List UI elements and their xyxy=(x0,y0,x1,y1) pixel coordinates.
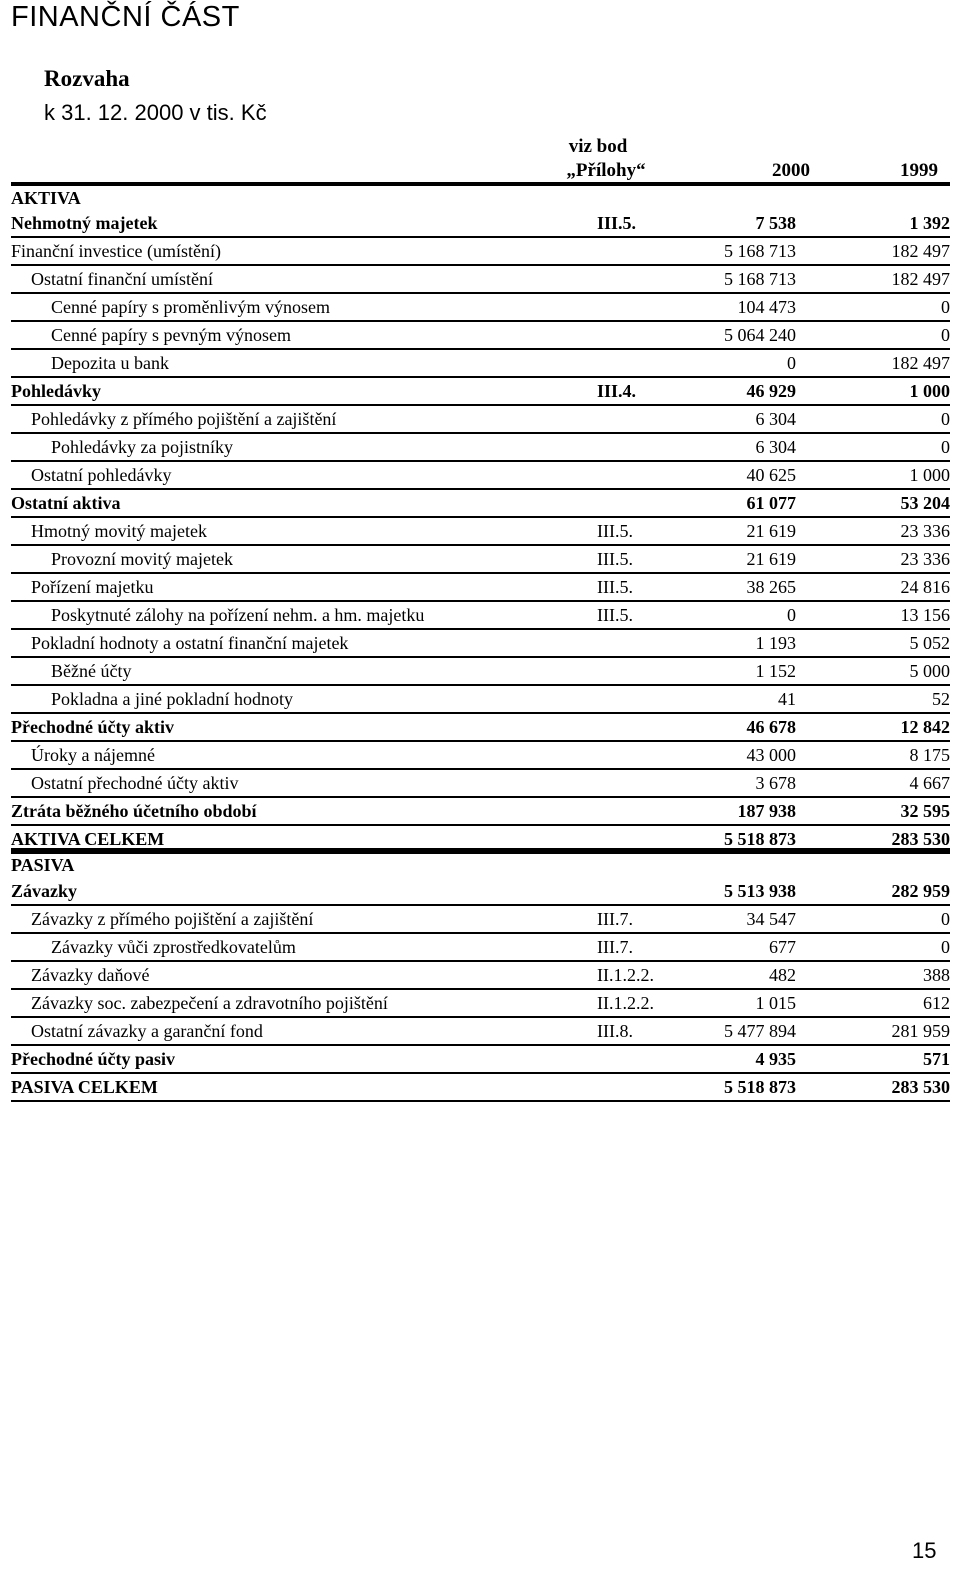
row-value-1999: 281 959 xyxy=(891,1021,950,1041)
row-value-2000: 5 518 873 xyxy=(724,829,796,849)
row-label: Ostatní aktiva xyxy=(11,493,121,513)
row-value-2000: 1 152 xyxy=(755,661,796,681)
column-header-note-line2: „Přílohy“ xyxy=(566,160,646,181)
column-header-2000: 2000 xyxy=(772,160,810,181)
table-row xyxy=(11,906,950,934)
row-value-2000: 41 xyxy=(778,689,796,709)
row-label: Poskytnuté zálohy na pořízení nehm. a hm. majetku xyxy=(51,605,425,625)
row-value-1999: 388 xyxy=(923,965,950,985)
table-row xyxy=(11,294,950,322)
row-value-1999: 0 xyxy=(941,325,950,345)
table-row xyxy=(11,962,950,990)
row-value-1999: 612 xyxy=(923,993,950,1013)
table-row xyxy=(11,322,950,350)
row-value-2000: 5 513 938 xyxy=(724,881,796,901)
table-row xyxy=(11,934,950,962)
row-value-2000: 61 077 xyxy=(746,493,796,513)
table-row xyxy=(11,630,950,658)
row-label: Závazky z přímého pojištění a zajištění xyxy=(31,909,314,929)
aktiva-table xyxy=(11,182,950,854)
row-label: Závazky xyxy=(11,881,78,901)
row-value-1999: 8 175 xyxy=(909,745,950,765)
row-note-ref: III.7. xyxy=(597,909,633,929)
row-note-ref: III.5. xyxy=(597,577,633,597)
row-value-1999: 1 392 xyxy=(909,213,950,233)
row-value-1999: 1 000 xyxy=(909,465,950,485)
row-value-1999: 5 000 xyxy=(909,661,950,681)
row-value-2000: 5 064 240 xyxy=(724,325,796,345)
row-value-2000: 0 xyxy=(787,353,796,373)
row-value-2000: 46 929 xyxy=(746,381,796,401)
row-value-1999: 283 530 xyxy=(891,1077,950,1097)
row-note-ref: III.5. xyxy=(597,605,633,625)
row-label: Nehmotný majetek xyxy=(11,213,158,233)
row-value-1999: 53 204 xyxy=(900,493,950,513)
pasiva-table xyxy=(11,848,950,1102)
row-value-1999: 23 336 xyxy=(900,521,950,541)
row-value-1999: 0 xyxy=(941,909,950,929)
table-row xyxy=(11,518,950,546)
table-row xyxy=(11,350,950,378)
row-value-2000: 6 304 xyxy=(755,409,796,429)
row-label: Přechodné účty pasiv xyxy=(11,1049,175,1069)
row-label: Cenné papíry s pevným výnosem xyxy=(51,325,291,345)
row-note-ref: III.5. xyxy=(597,213,637,233)
row-value-1999: 182 497 xyxy=(891,353,950,373)
row-value-1999: 52 xyxy=(932,689,950,709)
table-row xyxy=(11,546,950,574)
section-date: k 31. 12. 2000 v tis. Kč xyxy=(44,100,267,125)
table-row xyxy=(11,378,950,406)
row-label: Závazky soc. zabezpečení a zdravotního pojištění xyxy=(31,993,388,1013)
row-value-1999: 13 156 xyxy=(900,605,950,625)
table-row xyxy=(11,406,950,434)
row-value-2000: 5 168 713 xyxy=(724,269,796,289)
row-value-2000: 40 625 xyxy=(746,465,796,485)
row-value-2000: 38 265 xyxy=(746,577,796,597)
row-note-ref: III.8. xyxy=(597,1021,633,1041)
table-row xyxy=(11,658,950,686)
row-value-2000: 0 xyxy=(787,605,796,625)
column-header-1999: 1999 xyxy=(900,160,938,181)
row-value-1999: 4 667 xyxy=(909,773,950,793)
table-row xyxy=(11,210,950,238)
row-note-ref: II.1.2.2. xyxy=(597,993,654,1013)
row-label: Ostatní finanční umístění xyxy=(31,269,213,289)
row-value-2000: 5 477 894 xyxy=(724,1021,796,1041)
row-value-2000: 3 678 xyxy=(755,773,796,793)
row-note-ref: III.5. xyxy=(597,549,633,569)
row-value-1999: 32 595 xyxy=(900,801,950,821)
row-label: Depozita u bank xyxy=(51,353,169,373)
row-label: Úroky a nájemné xyxy=(31,745,155,765)
aktiva-heading: AKTIVA xyxy=(11,188,81,208)
row-value-1999: 282 959 xyxy=(891,881,950,901)
row-label: Finanční investice (umístění) xyxy=(11,241,221,261)
row-label: Pohledávky xyxy=(11,381,102,401)
pasiva-heading: PASIVA xyxy=(11,855,75,875)
table-row xyxy=(11,686,950,714)
row-value-2000: 5 168 713 xyxy=(724,241,796,261)
row-label: Cenné papíry s proměnlivým výnosem xyxy=(51,297,330,317)
table-row xyxy=(11,1074,950,1102)
table-row xyxy=(11,434,950,462)
table-row xyxy=(11,574,950,602)
column-header-note-line1: viz bod xyxy=(568,136,628,157)
row-value-1999: 0 xyxy=(941,409,950,429)
row-value-1999: 283 530 xyxy=(891,829,950,849)
row-value-2000: 21 619 xyxy=(746,549,796,569)
row-value-1999: 12 842 xyxy=(900,717,950,737)
row-value-1999: 24 816 xyxy=(900,577,950,597)
row-value-1999: 182 497 xyxy=(891,269,950,289)
row-value-1999: 0 xyxy=(941,297,950,317)
table-row xyxy=(11,990,950,1018)
row-value-2000: 677 xyxy=(769,937,796,957)
table-row xyxy=(11,714,950,742)
row-value-2000: 7 538 xyxy=(755,213,796,233)
table-row xyxy=(11,770,950,798)
row-label: Provozní movitý majetek xyxy=(51,549,233,569)
row-value-2000: 5 518 873 xyxy=(724,1077,796,1097)
table-row xyxy=(11,462,950,490)
row-label: Pohledávky za pojistníky xyxy=(51,437,233,457)
row-value-1999: 0 xyxy=(941,937,950,957)
row-label: Ostatní přechodné účty aktiv xyxy=(31,773,239,793)
row-note-ref: III.4. xyxy=(597,381,637,401)
row-value-1999: 182 497 xyxy=(891,241,950,261)
aktiva-heading-row xyxy=(11,186,950,210)
row-label: Pořízení majetku xyxy=(31,577,154,597)
pasiva-heading-row xyxy=(11,852,950,878)
row-value-1999: 5 052 xyxy=(909,633,950,653)
row-label: Ostatní pohledávky xyxy=(31,465,172,485)
row-value-2000: 21 619 xyxy=(746,521,796,541)
page-title: FINANČNÍ ČÁST xyxy=(11,1,240,33)
table-row xyxy=(11,1018,950,1046)
row-label: Přechodné účty aktiv xyxy=(11,717,174,737)
table-row xyxy=(11,238,950,266)
row-label: PASIVA CELKEM xyxy=(11,1077,158,1097)
row-note-ref: III.7. xyxy=(597,937,633,957)
row-value-1999: 571 xyxy=(923,1049,950,1069)
row-label: Ostatní závazky a garanční fond xyxy=(31,1021,263,1041)
table-row xyxy=(11,742,950,770)
table-row xyxy=(11,602,950,630)
row-label: Závazky daňové xyxy=(31,965,150,985)
row-note-ref: III.5. xyxy=(597,521,633,541)
row-value-1999: 1 000 xyxy=(909,381,950,401)
row-value-2000: 6 304 xyxy=(755,437,796,457)
row-value-2000: 482 xyxy=(769,965,796,985)
table-row xyxy=(11,878,950,906)
row-value-1999: 23 336 xyxy=(900,549,950,569)
row-value-2000: 34 547 xyxy=(746,909,796,929)
row-label: Hmotný movitý majetek xyxy=(31,521,207,541)
table-row xyxy=(11,1046,950,1074)
row-label: Závazky vůči zprostředkovatelům xyxy=(51,937,296,957)
section-title: Rozvaha xyxy=(44,66,130,91)
row-value-2000: 46 678 xyxy=(746,717,796,737)
row-value-1999: 0 xyxy=(941,437,950,457)
row-value-2000: 4 935 xyxy=(755,1049,796,1069)
table-row xyxy=(11,266,950,294)
row-label: Pohledávky z přímého pojištění a zajištění xyxy=(31,409,337,429)
row-label: Pokladna a jiné pokladní hodnoty xyxy=(51,689,293,709)
row-value-2000: 104 473 xyxy=(737,297,796,317)
page-number: 15 xyxy=(912,1538,937,1563)
row-label: Běžné účty xyxy=(51,661,132,681)
row-label: Ztráta běžného účetního období xyxy=(11,801,257,821)
row-value-2000: 1 015 xyxy=(755,993,796,1013)
table-row xyxy=(11,798,950,826)
row-label: Pokladní hodnoty a ostatní finanční majetek xyxy=(31,633,349,653)
row-note-ref: II.1.2.2. xyxy=(597,965,654,985)
row-value-2000: 187 938 xyxy=(737,801,796,821)
row-value-2000: 43 000 xyxy=(746,745,796,765)
table-row xyxy=(11,490,950,518)
row-label: AKTIVA CELKEM xyxy=(11,829,165,849)
row-value-2000: 1 193 xyxy=(755,633,796,653)
